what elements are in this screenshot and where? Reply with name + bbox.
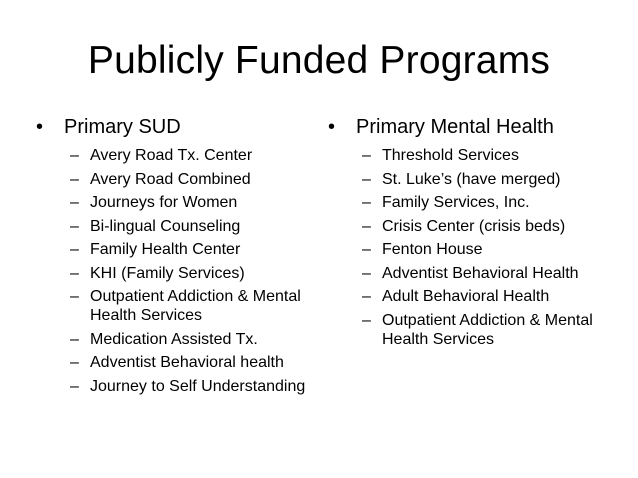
list-item-text: Fenton House [382,241,483,258]
dash-icon: – [362,241,371,258]
dash-icon: – [70,264,79,282]
left-column-heading [36,115,326,139]
dash-icon: – [362,311,371,329]
dash-icon: – [70,377,79,395]
dash-icon: – [362,170,371,188]
right-item-list [328,146,633,349]
right-column-heading [328,115,633,139]
list-item [328,264,633,283]
list-item-text: Outpatient Addiction & Mental Health Services [90,288,301,324]
list-item [36,287,326,325]
list-item [328,217,633,236]
dash-icon: – [70,147,79,164]
dash-icon: – [70,194,79,211]
list-item-text: St. Luke’s (have merged) [382,170,561,188]
list-item-text: Family Health Center [90,241,241,258]
list-item [328,240,633,259]
list-item-text: Journeys for Women [90,194,238,211]
list-item [36,170,326,189]
list-item-text: Avery Road Combined [90,170,251,188]
dash-icon: – [362,217,371,235]
list-item [328,311,633,349]
dash-icon: – [70,288,79,305]
dash-icon: – [362,264,371,282]
bullet-icon: • [36,116,44,138]
list-item [328,170,633,189]
list-item [36,264,326,283]
list-item-text: Adventist Behavioral Health [382,264,579,282]
list-item [36,330,326,349]
list-item [36,240,326,259]
dash-icon: – [70,170,79,188]
dash-icon: – [362,194,371,211]
left-item-list [36,146,326,396]
list-item-text: Adult Behavioral Health [382,288,550,305]
dash-icon: – [70,241,79,258]
list-item [328,146,633,165]
dash-icon: – [362,147,371,164]
list-item-text: Avery Road Tx. Center [90,147,253,164]
list-item-text: Threshold Services [382,147,519,164]
list-item [36,217,326,236]
list-item-text: Adventist Behavioral health [90,354,284,371]
dash-icon: – [362,288,371,305]
list-item [328,287,633,306]
list-item [36,377,326,396]
list-item-text: Crisis Center (crisis beds) [382,217,566,235]
right-column [328,115,633,353]
list-item [36,146,326,165]
left-heading-text: Primary SUD [64,116,181,138]
bullet-icon: • [328,116,336,138]
list-item-text: Medication Assisted Tx. [90,330,258,348]
left-column [36,115,326,400]
list-item-text: Outpatient Addiction & Mental Health Services [382,311,593,348]
list-item-text: KHI (Family Services) [90,264,245,282]
list-item [36,193,326,212]
list-item [36,353,326,372]
list-item-text: Family Services, Inc. [382,194,530,211]
dash-icon: – [70,330,79,348]
dash-icon: – [70,354,79,371]
list-item [328,193,633,212]
slide-title: Publicly Funded Programs [87,39,551,82]
dash-icon: – [70,217,79,235]
right-heading-text: Primary Mental Health [356,116,554,138]
list-item-text: Bi-lingual Counseling [90,217,241,235]
list-item-text: Journey to Self Understanding [90,377,306,395]
